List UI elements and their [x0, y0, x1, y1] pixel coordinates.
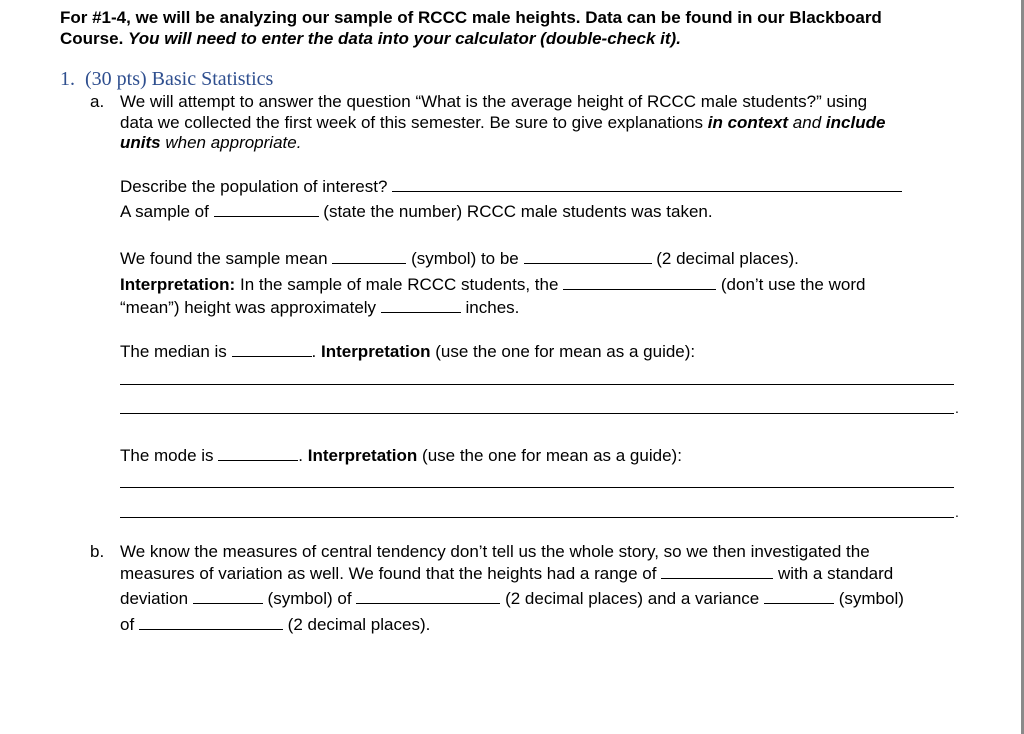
median-interpretation-label: Interpretation [320, 342, 431, 361]
interpretation-text-2: “mean”) height was approximately [120, 298, 377, 317]
std-symbol-blank[interactable] [193, 588, 263, 604]
variance-decimal-label: (2 decimal places). [287, 615, 431, 634]
intro-course: Course. [60, 29, 124, 48]
emphasis-in-context: in context [707, 113, 789, 132]
deviation-label: deviation [120, 589, 189, 608]
sample-row [120, 201, 713, 222]
variance-symbol-label: (symbol) [838, 589, 904, 608]
inches-label: inches. [465, 298, 520, 317]
mode-blank[interactable] [218, 445, 298, 461]
mean-label: We found the sample mean [120, 249, 328, 268]
mode-interpretation-label: Interpretation [307, 446, 418, 465]
part-b-line-2 [120, 563, 893, 584]
mode-answer-line-1[interactable] [120, 487, 954, 488]
interpretation-row-1 [120, 274, 865, 295]
variance-symbol-blank[interactable] [764, 588, 834, 604]
std-value-blank[interactable] [356, 588, 500, 604]
question-heading [60, 68, 273, 90]
part-a-line-3 [120, 133, 301, 153]
period-mark: . [955, 400, 959, 416]
part-a-and: and [792, 113, 822, 132]
part-b-line-4 [120, 614, 430, 635]
of-label: of [120, 615, 135, 634]
median-blank[interactable] [232, 341, 312, 357]
mode-row: The mode is . Interpretation (use the one for mean as a guide): [120, 446, 682, 465]
part-a-line-1: We will attempt to answer the question “What is the average height of RCCC male students?” using [120, 92, 868, 111]
median-label: The median is [120, 342, 227, 361]
std-symbol-label: (symbol) of [267, 589, 352, 608]
population-label: Describe the population of interest? [120, 177, 388, 196]
part-a-text: data we collected the first week of this semester. Be sure to give explanations [120, 113, 704, 132]
intro-instruction: You will need to enter the data into your calculator (double-check it). [128, 29, 681, 48]
mean-symbol-label: (symbol) to be [411, 249, 519, 268]
part-a-when: when appropriate. [165, 133, 302, 152]
population-answer-blank[interactable] [392, 176, 902, 192]
intro-line-2 [60, 29, 681, 49]
part-b-marker: b. [90, 542, 105, 561]
interpretation-label: Interpretation: [120, 275, 236, 294]
median-guide: (use the one for mean as a guide): [435, 342, 696, 361]
part-b-line-3 [120, 588, 904, 609]
interpretation-row-2 [120, 297, 519, 318]
emphasis-units: units [120, 133, 161, 152]
range-blank[interactable] [661, 563, 773, 579]
part-b-line-1: We know the measures of central tendency don’t tell us the whole story, so we then investigated the [120, 542, 870, 561]
median-row: The median is . Interpretation (use the one for mean as a guide): [120, 342, 696, 361]
interpretation-text: In the sample of male RCCC students, the [239, 275, 559, 294]
mean-decimal-label: (2 decimal places). [656, 249, 799, 268]
height-value-blank[interactable] [381, 297, 461, 313]
mean-row [120, 248, 799, 269]
variance-value-blank[interactable] [139, 614, 283, 630]
part-a-line-2 [120, 113, 885, 133]
sample-label-end: (state the number) RCCC male students was taken. [323, 202, 713, 221]
mean-value-blank[interactable] [524, 248, 652, 264]
median-answer-line-1[interactable] [120, 384, 954, 385]
mean-symbol-blank[interactable] [332, 248, 406, 264]
mode-guide: (use the one for mean as a guide): [422, 446, 682, 465]
center-word-blank[interactable] [563, 274, 716, 290]
emphasis-include: include [825, 113, 886, 132]
sample-label: A sample of [120, 202, 209, 221]
mode-label: The mode is [120, 446, 214, 465]
question-number: 1. [60, 68, 75, 90]
period-mark-2: . [955, 504, 959, 520]
std-label: with a standard [777, 564, 894, 583]
part-a-marker: a. [90, 92, 105, 111]
mode-answer-line-2[interactable] [120, 517, 954, 518]
interpretation-note: (don’t use the word [720, 275, 866, 294]
range-label: measures of variation as well. We found that the heights had a range of [120, 564, 657, 583]
population-row [120, 176, 902, 197]
question-title: (30 pts) Basic Statistics [85, 68, 274, 90]
variance-label: (2 decimal places) and a variance [505, 589, 760, 608]
intro-line-1: For #1-4, we will be analyzing our sample of RCCC male heights. Data can be found in our Blackboard [60, 8, 882, 27]
sample-size-blank[interactable] [214, 201, 319, 217]
median-answer-line-2[interactable] [120, 413, 954, 414]
